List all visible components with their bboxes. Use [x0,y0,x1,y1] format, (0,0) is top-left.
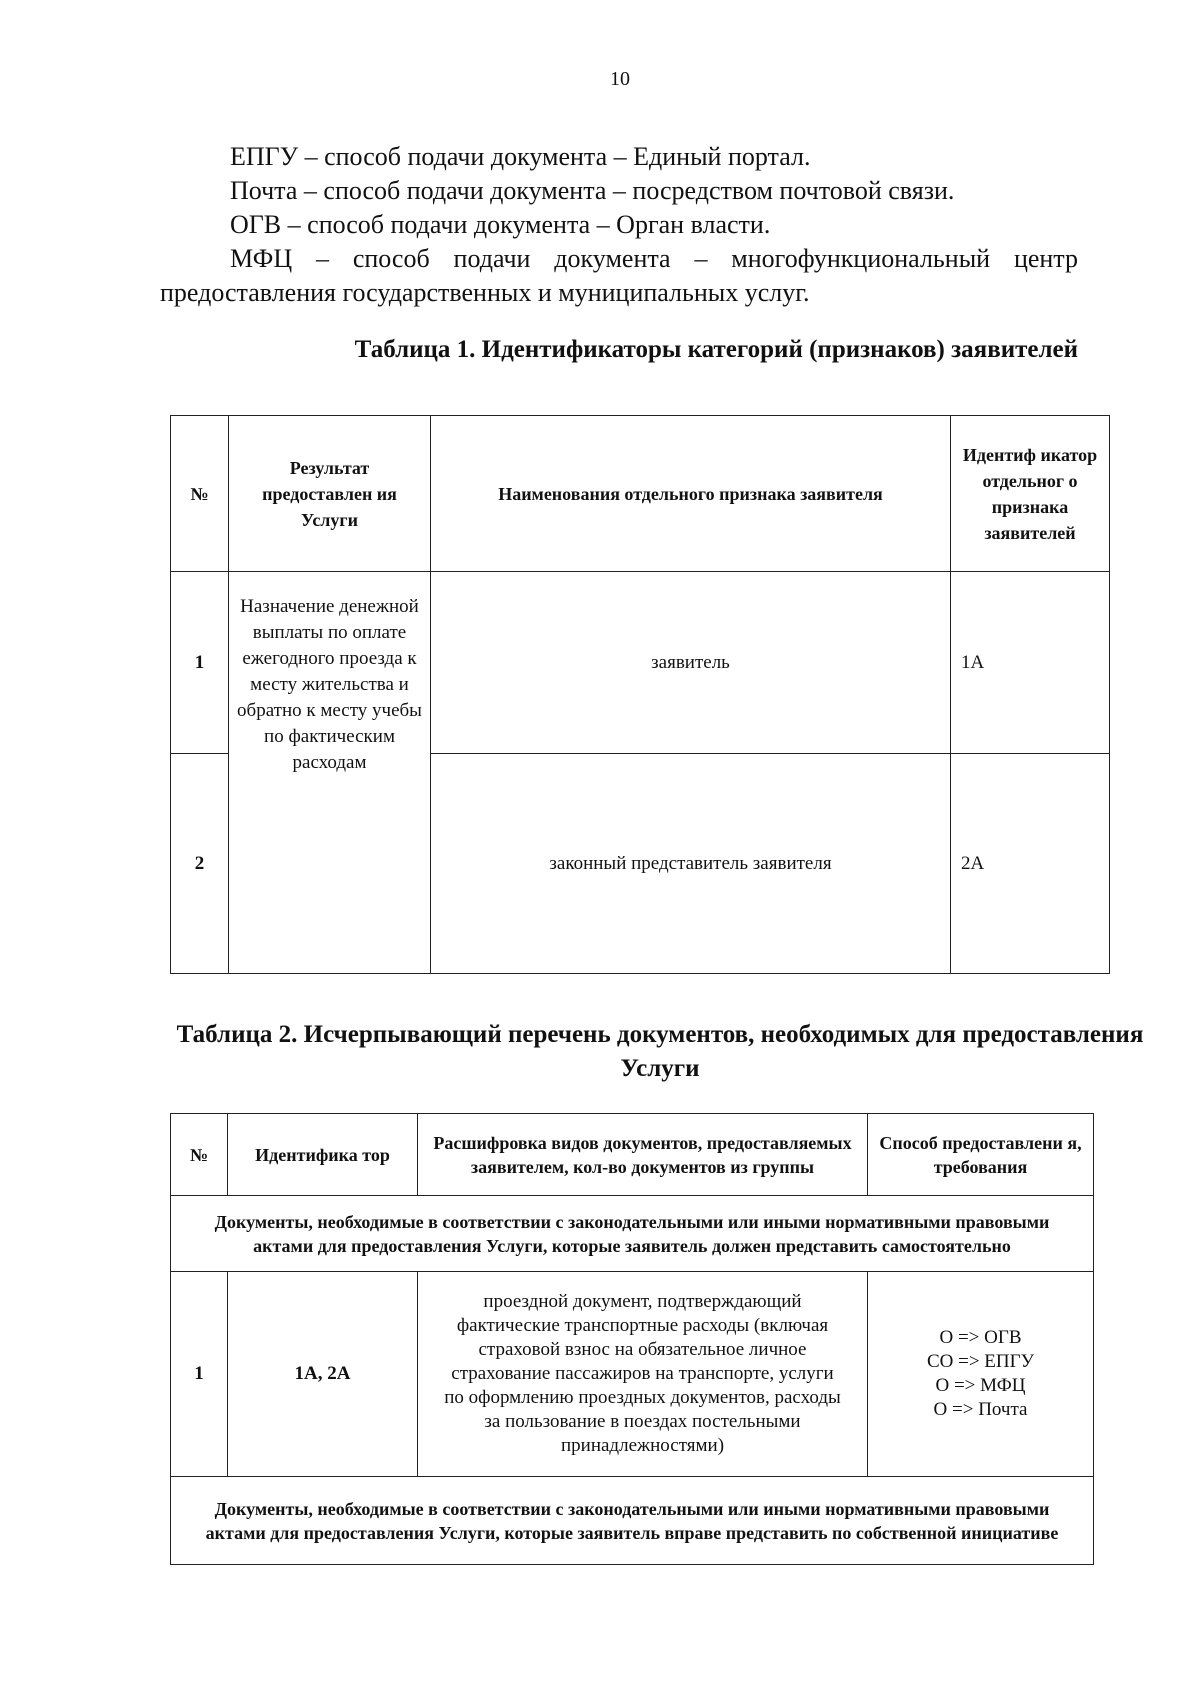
table1-header-number: № [171,416,229,572]
table2-header-method: Способ предоставлени я, требования [868,1114,1094,1196]
table1-feature-name: законный представитель заявителя [431,754,951,974]
table1-row [171,572,1110,754]
table2-row-number: 1 [171,1272,228,1477]
page-number: 10 [610,68,630,90]
table2-title: Таблица 2. Исчерпывающий перечень документов, необходимых для предоставления Услуги [176,1021,1144,1082]
table1-row-number: 2 [171,754,229,974]
applicant-categories-table [170,415,1110,974]
table1-header-identifier: Идентиф икатор отдельног о признака заявителей [951,416,1110,572]
intro-definitions [160,140,1078,310]
table2-section-optional: Документы, необходимые в соответствии с законодательными или иными нормативными правовыми актами для предоставления Услуги, которые заявитель вправе представить по собственной инициативе [171,1477,1094,1565]
table2-submission-methods [868,1272,1094,1477]
definition-post: Почта – способ подачи документа – посредством почтовой связи. [230,176,955,205]
documents-table [170,1113,1094,1565]
method-ogv: О => ОГВ [939,1327,1022,1348]
table1-title: Таблица 1. Идентификаторы категорий (признаков) заявителей [354,336,1078,363]
table2-document-description: проездной документ, подтверждающий фактические транспортные расходы (включая страховой взнос на обязательное личное страхование пассажиров на транспорте, услуги по оформлению проездных документов, расходы за пользование в поездах постельными принадлежностями) [418,1272,868,1477]
table1-header-feature-name: Наименования отдельного признака заявителя [431,416,951,572]
table2-identifiers: 1А, 2А [228,1272,418,1477]
table1-identifier: 1А [951,572,1110,754]
table2-header-number: № [171,1114,228,1196]
table1-header-row [171,416,1110,572]
definition-ogv: ОГВ – способ подачи документа – Орган власти. [230,210,771,239]
method-post: О => Почта [933,1399,1028,1420]
table2-header-row [171,1114,1094,1196]
table2-section-row [171,1477,1094,1565]
method-mfc: О => МФЦ [935,1375,1026,1396]
table1-service-result: Назначение денежной выплаты по оплате ежегодного проезда к месту жительства и обратно к месту учебы по фактическим расходам [229,572,431,974]
table1-identifier: 2А [951,754,1110,974]
definition-mfc: МФЦ – способ подачи документа – многофункциональный центр предоставления государственных и муниципальных услуг. [160,244,1078,307]
table1-feature-name: заявитель [431,572,951,754]
definition-epgu: ЕПГУ – способ подачи документа – Единый портал. [230,142,811,171]
table2-section-row [171,1196,1094,1272]
method-epgu: СО => ЕПГУ [926,1351,1035,1372]
table1-row-number: 1 [171,572,229,754]
table2-header-description: Расшифровка видов документов, предоставляемых заявителем, кол-во документов из группы [418,1114,868,1196]
table2-section-mandatory: Документы, необходимые в соответствии с законодательными или иными нормативными правовыми актами для предоставления Услуги, которые заявитель должен представить самостоятельно [171,1196,1094,1272]
table2-header-identifier: Идентифика тор [228,1114,418,1196]
table1-header-result: Результат предоставлен ия Услуги [229,416,431,572]
table2-row [171,1272,1094,1477]
